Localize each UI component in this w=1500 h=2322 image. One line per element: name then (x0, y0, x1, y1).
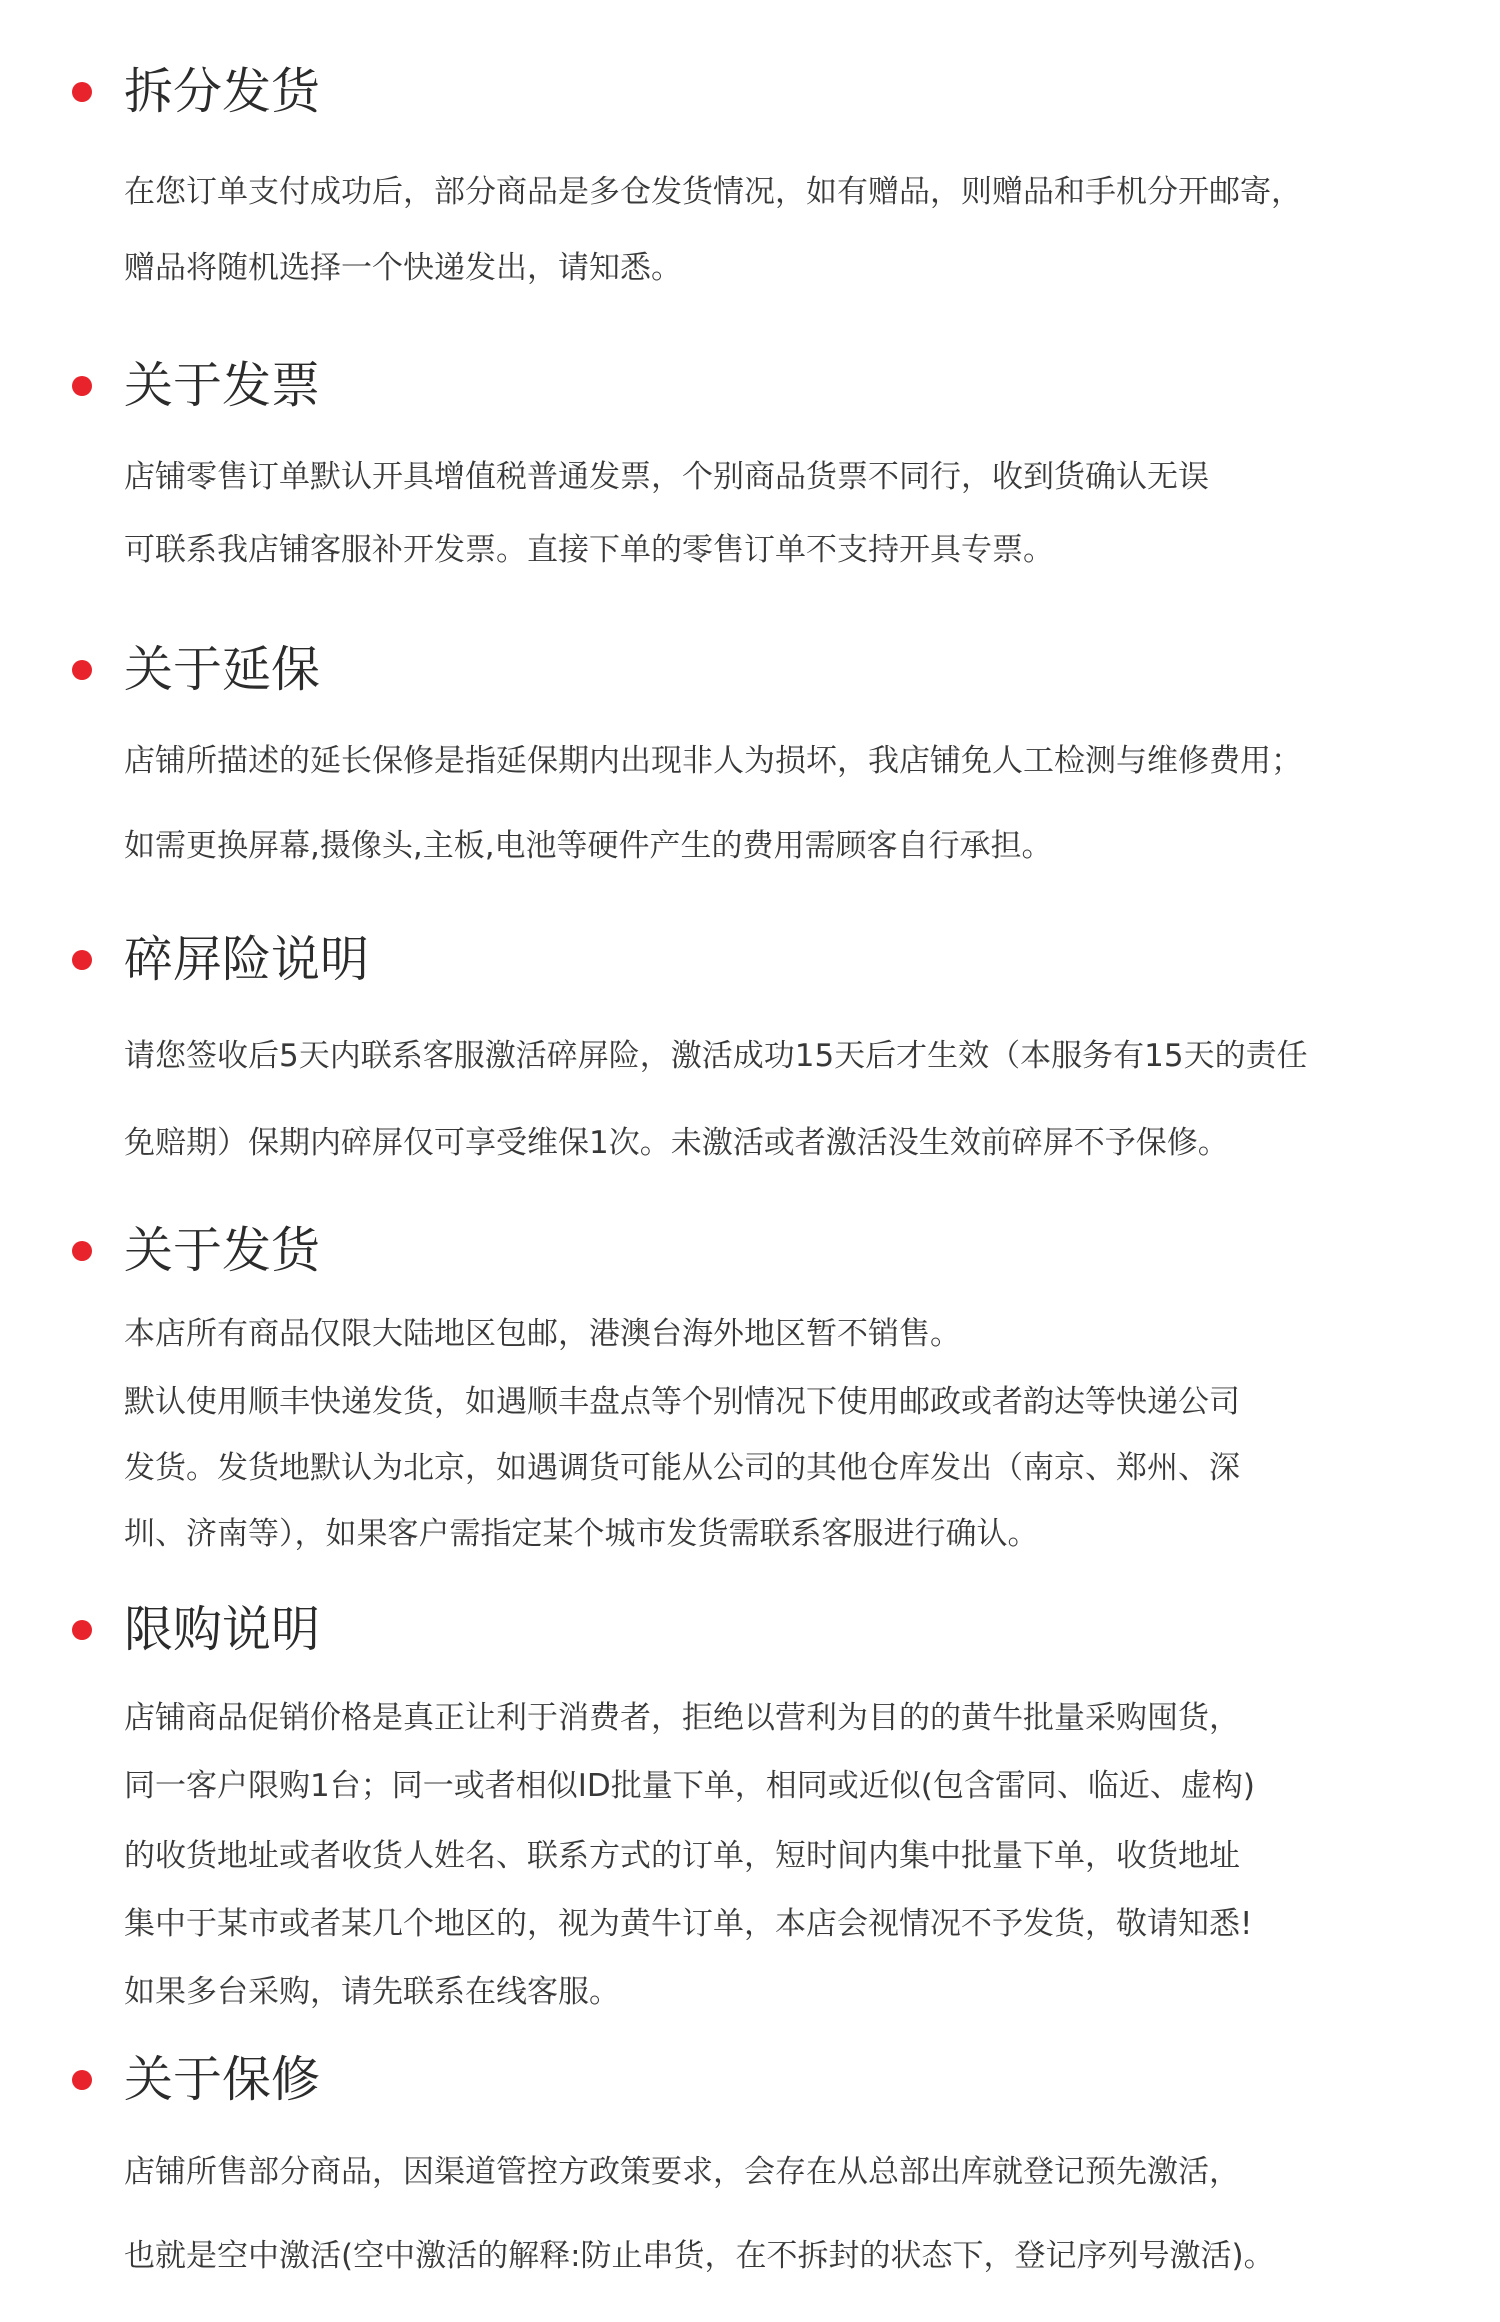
red-bullet-icon (72, 1241, 92, 1261)
section-title: 限购说明 (124, 1601, 321, 1658)
red-bullet-icon (72, 660, 92, 680)
section-heading (0, 1600, 1500, 1660)
section-heading (0, 62, 1500, 122)
section-text-line: 集中于某市或者某几个地区的，视为黄牛订单，本店会视情况不予发货，敬请知悉! (124, 1906, 1253, 1942)
section-text-line: 店铺商品促销价格是真正让利于消费者，拒绝以营利为目的的黄牛批量采购囤货， (124, 1700, 1240, 1736)
section-title: 关于延保 (124, 641, 321, 698)
section-text-line: 如需更换屏幕,摄像头,主板,电池等硬件产生的费用需顾客自行承担。 (124, 828, 1053, 864)
section-text-line: 圳、济南等），如果客户需指定某个城市发货需联系客服进行确认。 (124, 1516, 1039, 1552)
section-text-line: 发货。发货地默认为北京，如遇调货可能从公司的其他仓库发出（南京、郑州、深 (124, 1450, 1240, 1486)
red-bullet-icon (72, 376, 92, 396)
section-heading (0, 2050, 1500, 2110)
section-heading (0, 930, 1500, 990)
red-bullet-icon (72, 82, 92, 102)
section-text-line: 默认使用顺丰快递发货，如遇顺丰盘点等个别情况下使用邮政或者韵达等快递公司 (124, 1384, 1240, 1420)
section-title: 碎屏险说明 (124, 931, 370, 988)
red-bullet-icon (72, 950, 92, 970)
section-heading (0, 1221, 1500, 1281)
section-title: 关于保修 (124, 2051, 321, 2108)
section-text-line: 的收货地址或者收货人姓名、联系方式的订单，短时间内集中批量下单，收货地址 (124, 1838, 1240, 1874)
section-text-line: 如果多台采购，请先联系在线客服。 (124, 1974, 620, 2010)
section-heading (0, 356, 1500, 416)
section-heading (0, 640, 1500, 700)
section-text-line: 免赔期）保期内碎屏仅可享受维保1次。未激活或者激活没生效前碎屏不予保修。 (124, 1125, 1229, 1161)
section-text-line: 同一客户限购1台；同一或者相似ID批量下单，相同或近似(包含雷同、临近、虚构) (124, 1768, 1255, 1804)
section-text-line: 可联系我店铺客服补开发票。直接下单的零售订单不支持开具专票。 (124, 532, 1054, 568)
section-text-line: 店铺所售部分商品，因渠道管控方政策要求，会存在从总部出库就登记预先激活， (124, 2154, 1240, 2190)
section-text-line: 赠品将随机选择一个快递发出，请知悉。 (124, 250, 682, 286)
red-bullet-icon (72, 1620, 92, 1640)
section-title: 拆分发货 (124, 63, 321, 120)
section-text-line: 店铺零售订单默认开具增值税普通发票，个别商品货票不同行，收到货确认无误 (124, 459, 1209, 495)
section-title: 关于发货 (124, 1222, 321, 1279)
section-text-line: 店铺所描述的延长保修是指延保期内出现非人为损坏，我店铺免人工检测与维修费用； (124, 743, 1302, 779)
section-text-line: 在您订单支付成功后，部分商品是多仓发货情况，如有赠品，则赠品和手机分开邮寄， (124, 174, 1302, 210)
section-text-line: 请您签收后5天内联系客服激活碎屏险，激活成功15天后才生效（本服务有15天的责任 (124, 1038, 1308, 1074)
section-text-line: 也就是空中激活(空中激活的解释:防止串货，在不拆封的状态下，登记序列号激活)。 (124, 2238, 1275, 2274)
red-bullet-icon (72, 2070, 92, 2090)
section-text-line: 本店所有商品仅限大陆地区包邮，港澳台海外地区暂不销售。 (124, 1316, 961, 1352)
section-title: 关于发票 (124, 357, 321, 414)
